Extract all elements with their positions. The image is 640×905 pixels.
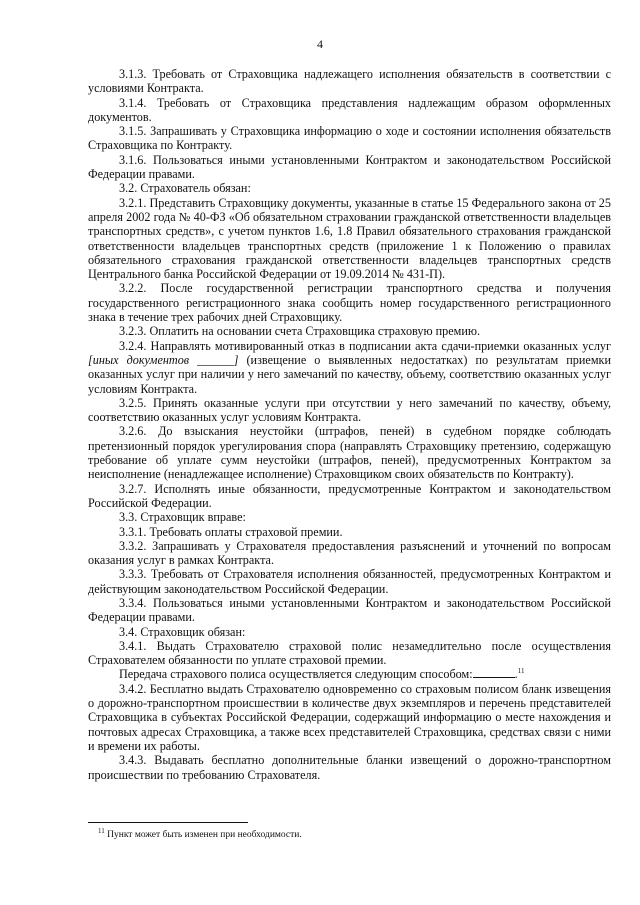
section-heading: 3.4. Страховщик обязан:: [119, 624, 246, 639]
paragraph: 3.2.6. До взыскания неустойки (штрафов, пеней) в судебном порядке соблюдать претензионный порядок урегулирования спора (направлять Страховщику претензию, содержащую требование об уплате сумм неустойки (штрафов, пеней), предусмотренных Контрактом за неисполнение (ненадлежащее исполнение) Страховщиком своих обязательств по Контракту).: [88, 424, 611, 482]
document-body: [88, 67, 611, 782]
paragraph: 3.2.2. После государственной регистрации транспортного средства и получения государственного регистрационного знака сообщить номер государственного регистрационного знака в течение трех рабочих дней Страховщику.: [88, 281, 611, 325]
paragraph: 3.3.2. Запрашивать у Страхователя предоставления разъяснений и уточнений по вопросам оказания услуг в рамках Контракта.: [88, 538, 611, 568]
footnote-divider: [88, 822, 248, 823]
footnote-text: Пункт может быть изменен при необходимости.: [107, 830, 302, 840]
footnote-ref: 11: [517, 667, 525, 676]
paragraph: 3.4.3. Выдавать бесплатно дополнительные бланки извещений о дорожно-транспортном происшествии по требованию Страхователя.: [88, 753, 611, 782]
paragraph: 3.4.1. Выдать Страхователю страховой полис незамедлительно после осуществления Страхователем обязанности по уплате страховой премии.: [88, 638, 611, 668]
footnote-number: 11: [98, 826, 105, 835]
placeholder-insert: [иных документов ______]: [88, 352, 239, 367]
paragraph: 3.2.7. Исполнять иные обязанности, предусмотренные Контрактом и законодательством Российской Федерации.: [88, 481, 611, 510]
paragraph: 3.2.1. Представить Страховщику документы, указанные в статье 15 Федерального закона от 25 апреля 2002 года № 40-ФЗ «Об обязательном страховании гражданской ответственности владельцев транспортных средств», с учетом пунктов 1.6, 1.8 Правил обязательного страхования гражданской ответственности владельцев транспортных средств (приложение 1 к Положению о правилах обязательного страхования гражданской ответственности владельцев транспортных средств Центрального банка Российской Федерации от 19.09.2014 № 431-П).: [88, 195, 611, 282]
paragraph: Передача страхового полиса осуществляется следующим способом: .$^{11}$: [119, 667, 525, 682]
paragraph: 3.1.4. Требовать от Страховщика представления надлежащим образом оформленных документов.: [88, 95, 611, 124]
paragraph: 3.3.3. Требовать от Страхователя исполнения обязанностей, предусмотренных Контрактом и действующим законодательством Российской Федерации.: [88, 567, 611, 596]
paragraph: 3.4.2. Бесплатно выдать Страхователю одновременно со страховым полисом бланк извещения о дорожно-транспортном происшествии в количестве двух экземпляров и перечень представителей Страховщика в субъектах Российской Федерации, содержащий информацию о месте нахождения и почтовых адресах Страховщика, а также всех представителей Страховщика, средствах связи с ними и времени их работы.: [88, 681, 611, 753]
paragraph: 3.1.3. Требовать от Страховщика надлежащего исполнения обязательств в соответствии с условиями Контракта.: [88, 67, 611, 96]
fill-in-blank: [473, 667, 515, 678]
paragraph: 3.1.6. Пользоваться иными установленными Контрактом и законодательством Российской Федерации правами.: [88, 152, 611, 182]
paragraph: 3.2.5. Принять оказанные услуги при отсутствии у него замечаний по качеству, объему, соответствию оказанных услуг условиям Контракта.: [88, 395, 611, 425]
paragraph: [88, 339, 611, 396]
paragraph: 3.3.4. Пользоваться иными установленными Контрактом и законодательством Российской Федерации правами.: [88, 595, 611, 625]
paragraph: 3.1.5. Запрашивать у Страховщика информацию о ходе и состоянии исполнения обязательств Страховщика по Контракту.: [88, 124, 611, 153]
paragraph-text: Передача страхового полиса осуществляется следующим способом:: [119, 667, 473, 682]
section-heading: 3.2. Страхователь обязан:: [119, 181, 251, 196]
paragraph: 3.3.1. Требовать оплаты страховой премии.: [119, 524, 343, 539]
page-number: 4: [317, 37, 323, 51]
section-heading: 3.3. Страховщик вправе:: [119, 510, 246, 525]
footnote: [98, 826, 302, 841]
paragraph-text: 3.2.4. Направлять мотивированный отказ в подписании акта сдачи-приемки оказанных услуг: [119, 338, 611, 353]
paragraph: 3.2.3. Оплатить на основании счета Страховщика страховую премию.: [119, 324, 481, 339]
paragraph-text: (извещение о выявленных недостатках) по результатам приемки оказанных услуг при наличии у него замечаний по качеству, объему, соответствию оказанных услуг условиям Контракта.: [88, 352, 611, 396]
